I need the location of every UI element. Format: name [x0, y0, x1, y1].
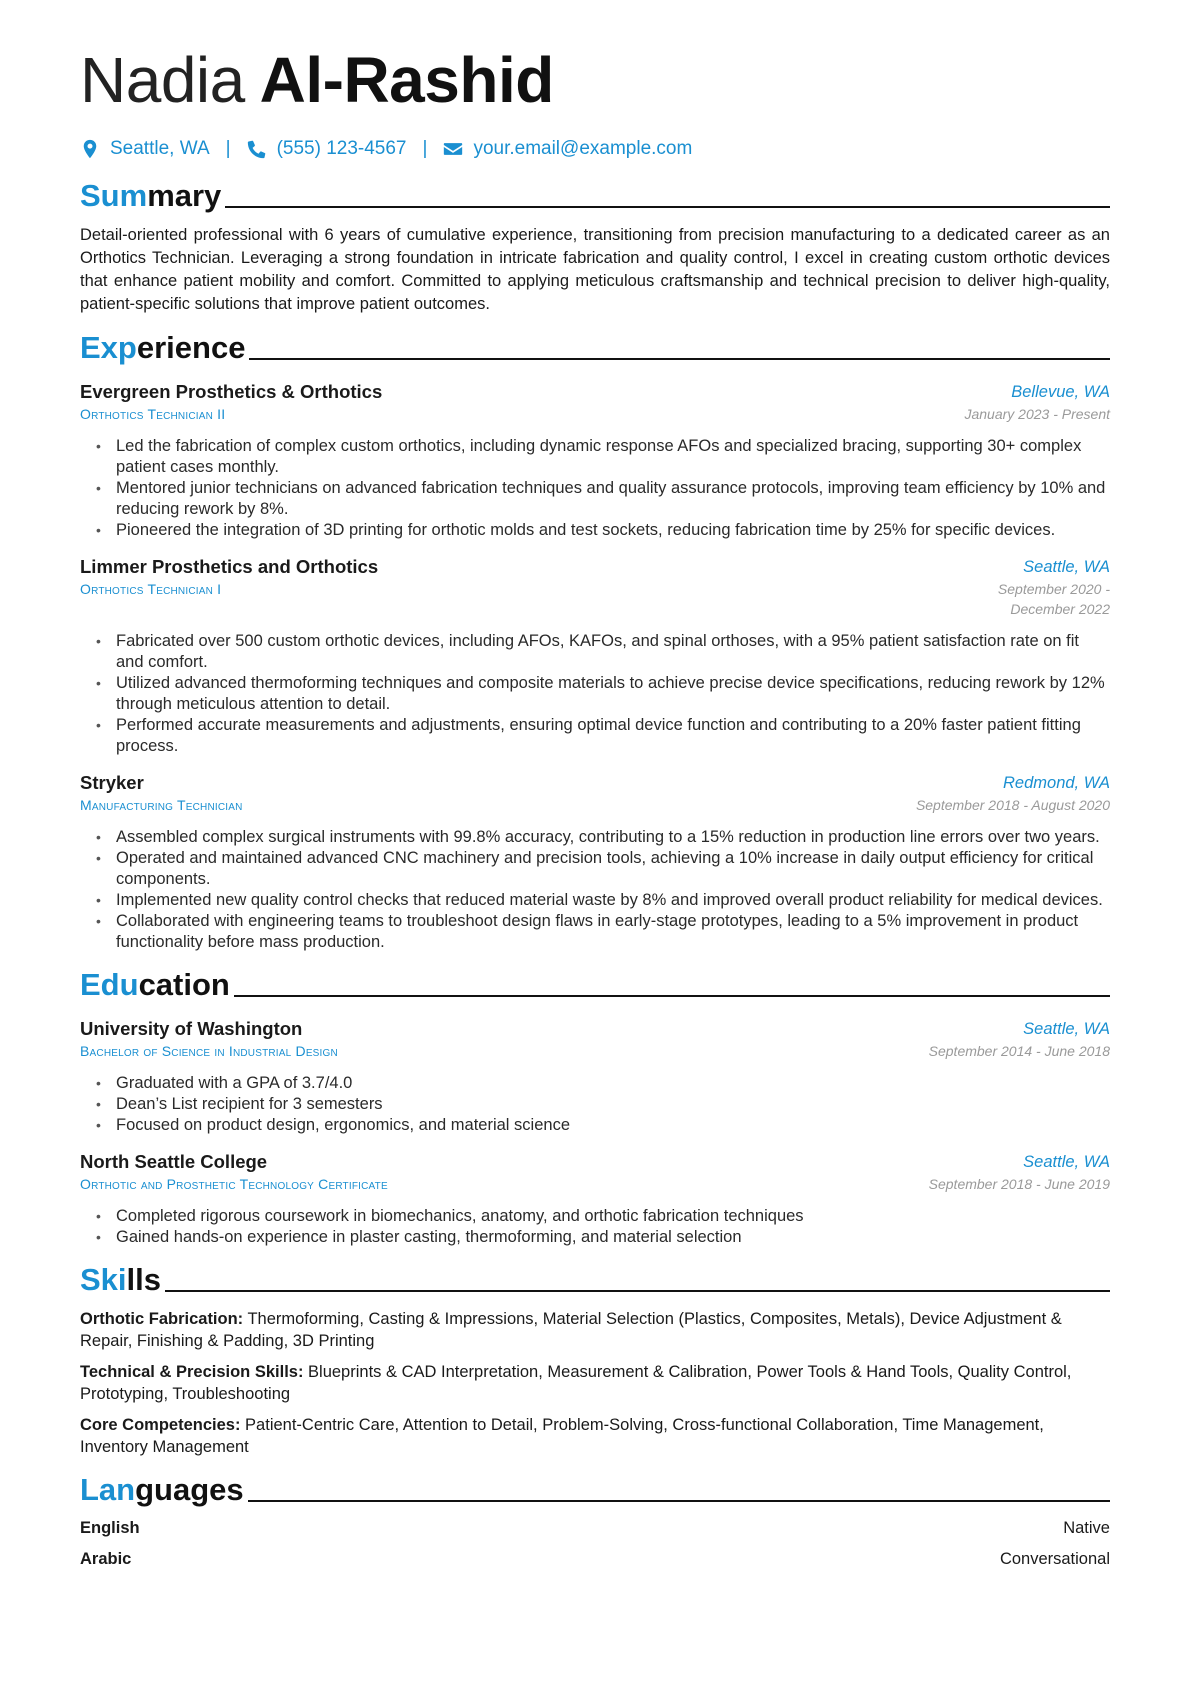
language-level: Conversational — [999, 1550, 1110, 1568]
school-name: University of Washington — [80, 1018, 303, 1039]
education-entry — [80, 1017, 1110, 1136]
experience-entry — [80, 555, 1110, 757]
phone-text: (555) 123-4567 — [276, 138, 407, 159]
contact-separator: | — [422, 138, 428, 159]
skill-group — [80, 1308, 1110, 1352]
degree-title: Orthotic and Prosthetic Technology Certificate — [80, 1176, 388, 1192]
achievement-list — [80, 631, 1110, 757]
education-list — [80, 1073, 1110, 1136]
achievement-list — [80, 827, 1110, 953]
contact-email[interactable] — [443, 138, 692, 160]
phone-icon — [247, 139, 267, 159]
envelope-icon — [443, 139, 463, 159]
list-item: • Pioneered the integration of 3D printing for orthotic molds and test sockets, reducing fabrication time by 25% for specific devices. — [96, 520, 1110, 541]
contact-location — [80, 138, 210, 160]
employer-location: Bellevue, WA — [1011, 383, 1110, 401]
language-row — [80, 1548, 1110, 1570]
education-entry — [80, 1150, 1110, 1248]
skill-group-label: Orthotic Fabrication: — [80, 1310, 244, 1328]
language-name: English — [80, 1519, 140, 1537]
language-level: Native — [1063, 1519, 1110, 1537]
skill-group-label: Core Competencies: — [80, 1416, 241, 1434]
job-dates: January 2023 - Present — [964, 406, 1110, 422]
employer-name: Limmer Prosthetics and Orthotics — [80, 556, 379, 577]
list-item: • Assembled complex surgical instruments with 99.8% accuracy, contributing to a 15% reduction in production line errors over two years. — [96, 827, 1110, 848]
list-item: • Led the fabrication of complex custom orthotics, including dynamic response AFOs and specialized bracing, supporting 30+ complex patient cases monthly. — [96, 436, 1110, 478]
location-text: Seattle, WA — [110, 138, 210, 159]
summary-text: Detail-oriented professional with 6 years of cumulative experience, transitioning from precision manufacturing to a dedicated career as an Orthotics Technician. Leveraging a strong foundation in intricate fabrication and quality control, I excel in creating custom orthotic devices that enhance patient mobility and comfort. Committed to applying meticulous craftsmanship and technical precision to deliver high-quality, patient-specific solutions that improve patient outcomes. — [80, 226, 1110, 313]
map-pin-icon — [80, 139, 100, 159]
job-title: Manufacturing Technician — [80, 797, 243, 813]
section-divider — [249, 358, 1110, 360]
contact-phone[interactable] — [247, 138, 407, 160]
first-name: Nadia — [80, 44, 245, 116]
employer-location: Seattle, WA — [1023, 558, 1110, 576]
list-item: • Dean’s List recipient for 3 semesters — [96, 1094, 1110, 1115]
section-divider — [234, 995, 1110, 997]
list-item: • Implemented new quality control checks that reduced material waste by 8% and improved overall product reliability for medical devices. — [96, 890, 1110, 911]
summary-heading: Summary — [80, 178, 1110, 214]
experience-heading: Experience — [80, 330, 1110, 366]
section-divider — [225, 206, 1110, 208]
skills-heading: Skills — [80, 1262, 1110, 1298]
employer-name: Evergreen Prosthetics & Orthotics — [80, 381, 383, 402]
employer-location: Redmond, WA — [1003, 774, 1110, 792]
experience-entry — [80, 771, 1110, 953]
study-dates: September 2014 - June 2018 — [928, 1043, 1110, 1059]
list-item: • Collaborated with engineering teams to troubleshoot design flaws in early-stage prototypes, leading to a 5% improvement in product functionality before mass production. — [96, 911, 1110, 953]
school-location: Seattle, WA — [1023, 1020, 1110, 1038]
candidate-name — [80, 40, 1110, 120]
degree-title: Bachelor of Science in Industrial Design — [80, 1043, 338, 1059]
list-item: • Completed rigorous coursework in biomechanics, anatomy, and orthotic fabrication techniques — [96, 1206, 1110, 1227]
list-item: • Mentored junior technicians on advanced fabrication techniques and quality assurance protocols, improving team efficiency by 10% and reducing rework by 8%. — [96, 478, 1110, 520]
languages-heading: Languages — [80, 1472, 1110, 1508]
list-item: • Gained hands-on experience in plaster casting, thermoforming, and material selection — [96, 1227, 1110, 1248]
skill-group-label: Technical & Precision Skills: — [80, 1363, 304, 1381]
job-dates: September 2020 - December 2022 — [997, 581, 1110, 617]
contact-bar — [80, 134, 1110, 164]
skill-group-text: Thermoforming, Casting & Impressions, Material Selection (Plastics, Composites, Metals), Device Adjustment & Repair, Finishing & Padding, 3D Printing — [80, 1310, 1062, 1350]
email-text: your.email@example.com — [473, 138, 693, 159]
employer-name: Stryker — [80, 772, 144, 793]
experience-entry — [80, 380, 1110, 541]
language-row — [80, 1517, 1110, 1539]
section-divider — [165, 1290, 1110, 1292]
skill-group-text: Blueprints & CAD Interpretation, Measurement & Calibration, Power Tools & Hand Tools, Quality Control, Prototyping, Troubleshooting — [80, 1363, 1072, 1403]
job-dates: September 2018 - August 2020 — [915, 797, 1110, 813]
list-item: • Operated and maintained advanced CNC machinery and precision tools, achieving a 10% increase in daily output efficiency for critical components. — [96, 848, 1110, 890]
education-heading: Education — [80, 967, 1110, 1003]
skills-list — [80, 1308, 1110, 1458]
list-item: • Focused on product design, ergonomics, and material science — [96, 1115, 1110, 1136]
contact-separator: | — [225, 138, 231, 159]
skill-group-text: Patient-Centric Care, Attention to Detail, Problem-Solving, Cross-functional Collaboration, Time Management, Inventory Management — [80, 1416, 1044, 1456]
list-item: • Performed accurate measurements and adjustments, ensuring optimal device function and contributing to a 20% faster patient fitting process. — [96, 715, 1110, 757]
achievement-list — [80, 436, 1110, 541]
school-name: North Seattle College — [80, 1151, 268, 1172]
last-name: Al-Rashid — [259, 44, 554, 116]
list-item: • Graduated with a GPA of 3.7/4.0 — [96, 1073, 1110, 1094]
job-title: Orthotics Technician II — [80, 406, 226, 422]
study-dates: September 2018 - June 2019 — [928, 1176, 1110, 1192]
list-item: • Fabricated over 500 custom orthotic devices, including AFOs, KAFOs, and spinal orthoses, with a 95% patient satisfaction rate on fit and comfort. — [96, 631, 1110, 673]
school-location: Seattle, WA — [1023, 1153, 1110, 1171]
skill-group — [80, 1361, 1110, 1405]
skill-group — [80, 1414, 1110, 1458]
list-item: • Utilized advanced thermoforming techniques and composite materials to achieve precise device specifications, reducing rework by 12% through meticulous attention to detail. — [96, 673, 1110, 715]
job-title: Orthotics Technician I — [80, 581, 222, 597]
section-divider — [248, 1500, 1110, 1502]
education-list — [80, 1206, 1110, 1248]
language-name: Arabic — [80, 1550, 132, 1568]
